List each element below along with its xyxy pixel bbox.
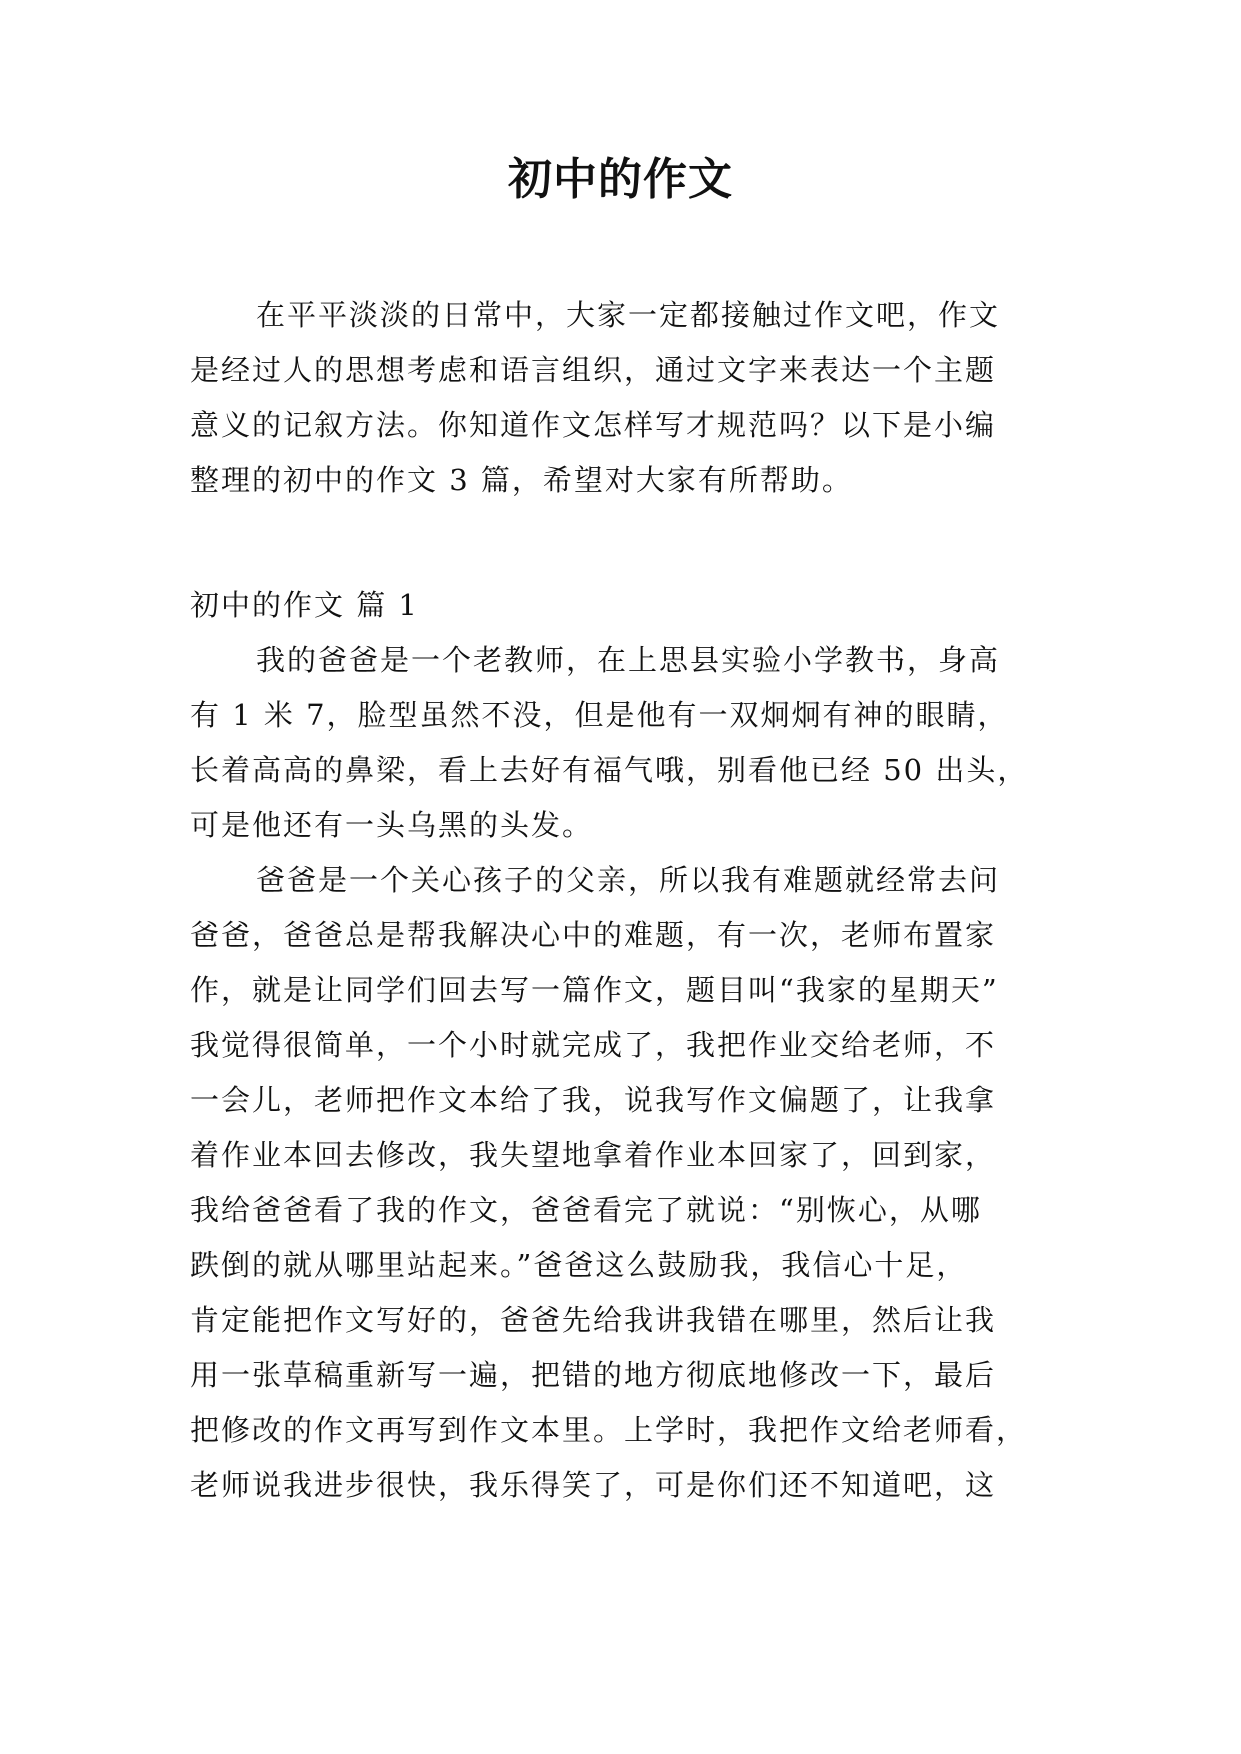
paragraph1-line: 我的爸爸是一个老教师，在上思县实验小学教书，身高	[256, 643, 1001, 677]
paragraph1-line: 有 1 米 7，脸型虽然不没，但是他有一双炯炯有神的眼睛，	[190, 698, 1009, 732]
paragraph2-line: 用一张草稿重新写一遍，把错的地方彻底地修改一下，最后	[190, 1358, 997, 1392]
intro-line: 意义的记叙方法。你知道作文怎样写才规范吗？以下是小编	[190, 408, 997, 442]
essay-body	[190, 633, 1050, 1513]
paragraph1-line: 可是他还有一头乌黑的头发。	[190, 808, 594, 842]
intro-line: 在平平淡淡的日常中，大家一定都接触过作文吧，作文	[256, 298, 1001, 332]
paragraph2-line: 爸爸是一个关心孩子的父亲，所以我有难题就经常去问	[256, 863, 1001, 897]
intro-line: 整理的初中的作文 3 篇，希望对大家有所帮助。	[190, 463, 853, 497]
intro-paragraph	[190, 288, 1050, 508]
paragraph2-line: 作，就是让同学们回去写一篇作文，题目叫“我家的星期天”	[190, 973, 999, 1007]
paragraph2-line: 我给爸爸看了我的作文，爸爸看完了就说：“别恢心，从哪	[190, 1193, 982, 1227]
paragraph1-line: 长着高高的鼻梁，看上去好有福气哦，别看他已经 50 出头，	[190, 753, 1029, 787]
paragraph2-line: 肯定能把作文写好的，爸爸先给我讲我错在哪里，然后让我	[190, 1303, 997, 1337]
paragraph2-line: 我觉得很简单，一个小时就完成了，我把作业交给老师，不	[190, 1028, 997, 1062]
paragraph2-line: 跌倒的就从哪里站起来。”爸爸这么鼓励我，我信心十足，	[190, 1248, 968, 1282]
paragraph2-line: 老师说我进步很快，我乐得笑了，可是你们还不知道吧，这	[190, 1468, 997, 1502]
paragraph2-line: 着作业本回去修改，我失望地拿着作业本回家了，回到家，	[190, 1138, 997, 1172]
section-heading: 初中的作文 篇 1	[190, 588, 419, 622]
document-title: 初中的作文	[508, 154, 733, 205]
paragraph2-line: 一会儿，老师把作文本给了我，说我写作文偏题了，让我拿	[190, 1083, 997, 1117]
paragraph2-line: 把修改的作文再写到作文本里。上学时，我把作文给老师看，	[190, 1413, 1028, 1447]
paragraph2-line: 爸爸，爸爸总是帮我解决心中的难题，有一次，老师布置家	[190, 918, 997, 952]
intro-line: 是经过人的思想考虑和语言组织，通过文字来表达一个主题	[190, 353, 997, 387]
